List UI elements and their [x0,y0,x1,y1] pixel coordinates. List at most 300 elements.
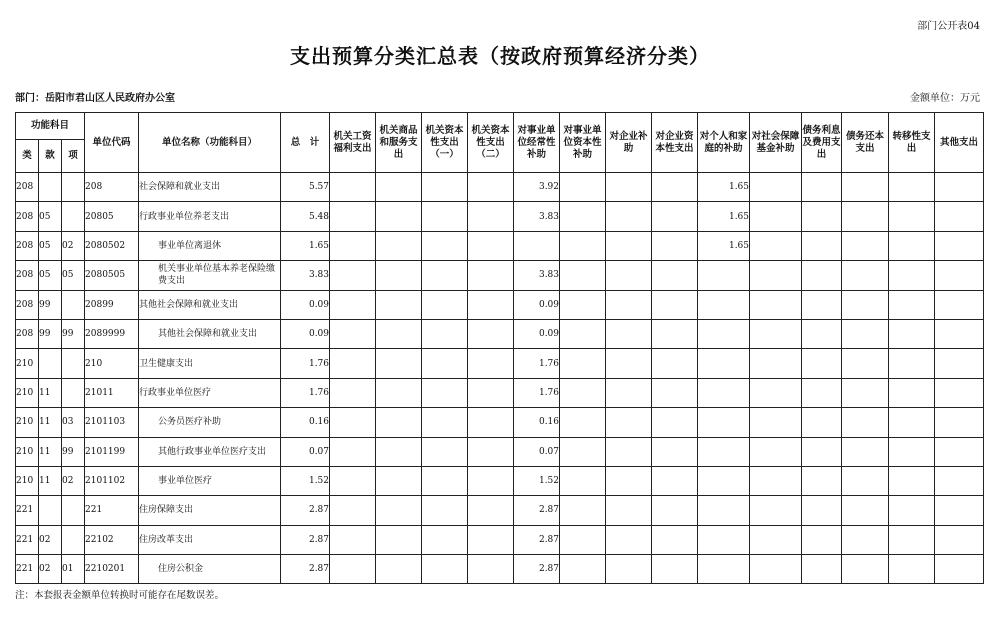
cell-c2 [376,231,422,260]
cell-unit-name: 机关事业单位基本养老保险缴费支出 [139,261,281,290]
cell-total: 5.57 [281,173,330,202]
cell-c1 [330,525,376,554]
cell-c5: 1.52 [514,466,560,495]
cell-c10 [750,437,802,466]
cell-c8 [652,349,698,378]
cell-unit-code: 20805 [85,202,139,231]
cell-unit-code: 221 [85,496,139,525]
cell-c5: 0.09 [514,290,560,319]
table-row [16,408,984,437]
cell-c14 [935,319,984,348]
cell-c2 [376,408,422,437]
cell-unit-name: 其他社会保障和就业支出 [139,319,281,348]
cell-c6 [560,319,606,348]
header-c7: 对企业补助 [606,113,652,173]
cell-lei: 208 [16,231,39,260]
header-c9: 对个人和家庭的补助 [698,113,750,173]
table-row [16,437,984,466]
cell-c14 [935,525,984,554]
cell-lei: 208 [16,202,39,231]
table-row [16,173,984,202]
cell-kuan: 02 [39,525,62,554]
cell-c2 [376,378,422,407]
cell-c8 [652,496,698,525]
cell-c10 [750,290,802,319]
cell-c9 [698,466,750,495]
header-unit-name: 单位名称（功能科目） [139,113,281,173]
cell-c5: 3.83 [514,261,560,290]
cell-c10 [750,525,802,554]
cell-c12 [842,496,889,525]
cell-c6 [560,173,606,202]
cell-c7 [606,525,652,554]
header-c3: 机关资本性支出（一） [422,113,468,173]
cell-c14 [935,261,984,290]
header-c13: 转移性支出 [889,113,935,173]
cell-kuan: 05 [39,261,62,290]
cell-c9: 1.65 [698,231,750,260]
cell-c14 [935,173,984,202]
cell-kuan: 99 [39,319,62,348]
cell-unit-code: 2089999 [85,319,139,348]
cell-c10 [750,408,802,437]
cell-c10 [750,319,802,348]
cell-unit-code: 2101103 [85,408,139,437]
cell-c8 [652,378,698,407]
cell-c12 [842,319,889,348]
cell-unit-code: 208 [85,173,139,202]
cell-unit-name: 社会保障和就业支出 [139,173,281,202]
cell-total: 1.65 [281,231,330,260]
cell-xiang: 99 [62,319,85,348]
cell-c11 [802,466,842,495]
cell-c12 [842,202,889,231]
cell-c9 [698,555,750,584]
cell-c11 [802,496,842,525]
cell-c5: 2.87 [514,496,560,525]
cell-c4 [468,261,514,290]
cell-c13 [889,378,935,407]
table-row [16,378,984,407]
cell-unit-name: 其他社会保障和就业支出 [139,290,281,319]
cell-lei: 210 [16,466,39,495]
cell-c5: 1.76 [514,349,560,378]
cell-c5: 3.83 [514,202,560,231]
cell-c6 [560,202,606,231]
cell-c6 [560,290,606,319]
cell-total: 2.87 [281,525,330,554]
cell-c13 [889,319,935,348]
cell-c11 [802,349,842,378]
cell-unit-name: 住房公积金 [139,555,281,584]
cell-c4 [468,173,514,202]
cell-c5: 2.87 [514,525,560,554]
cell-c9: 1.65 [698,202,750,231]
header-kuan: 款 [39,140,62,173]
cell-unit-code: 21011 [85,378,139,407]
cell-c1 [330,319,376,348]
cell-c8 [652,261,698,290]
cell-c2 [376,496,422,525]
cell-c1 [330,437,376,466]
cell-c4 [468,408,514,437]
cell-kuan [39,173,62,202]
cell-c12 [842,231,889,260]
cell-c3 [422,202,468,231]
cell-c12 [842,408,889,437]
cell-unit-name: 住房改革支出 [139,525,281,554]
cell-c5: 1.76 [514,378,560,407]
cell-c6 [560,378,606,407]
cell-c1 [330,378,376,407]
cell-c10 [750,261,802,290]
cell-total: 0.09 [281,290,330,319]
header-c6: 对事业单位资本性补助 [560,113,606,173]
cell-c9 [698,319,750,348]
header-c1: 机关工资福利支出 [330,113,376,173]
cell-c3 [422,319,468,348]
cell-c12 [842,261,889,290]
cell-c3 [422,261,468,290]
cell-xiang [62,349,85,378]
cell-c2 [376,173,422,202]
cell-c5 [514,231,560,260]
cell-xiang [62,378,85,407]
cell-c13 [889,408,935,437]
cell-c2 [376,466,422,495]
cell-c11 [802,555,842,584]
cell-c10 [750,349,802,378]
cell-c4 [468,437,514,466]
table-row [16,202,984,231]
cell-c1 [330,466,376,495]
cell-c1 [330,496,376,525]
header-c8: 对企业资本性支出 [652,113,698,173]
cell-lei: 208 [16,290,39,319]
cell-c7 [606,173,652,202]
cell-total: 0.09 [281,319,330,348]
cell-c13 [889,173,935,202]
page-title: 支出预算分类汇总表（按政府预算经济分类） [290,44,710,68]
cell-c3 [422,349,468,378]
cell-c14 [935,555,984,584]
cell-c7 [606,378,652,407]
cell-c7 [606,202,652,231]
table-row [16,496,984,525]
cell-c7 [606,408,652,437]
cell-c10 [750,466,802,495]
cell-c14 [935,408,984,437]
table-row [16,555,984,584]
cell-c9 [698,290,750,319]
cell-c7 [606,437,652,466]
header-c4: 机关资本性支出（二） [468,113,514,173]
table-row [16,319,984,348]
cell-c9 [698,349,750,378]
cell-unit-code: 20899 [85,290,139,319]
cell-c11 [802,231,842,260]
cell-c2 [376,261,422,290]
header-c10: 对社会保障基金补助 [750,113,802,173]
cell-c12 [842,466,889,495]
cell-c10 [750,231,802,260]
table-row [16,466,984,495]
cell-total: 0.16 [281,408,330,437]
cell-c10 [750,202,802,231]
cell-c4 [468,555,514,584]
cell-c9 [698,496,750,525]
cell-c5: 0.07 [514,437,560,466]
cell-c2 [376,290,422,319]
cell-c11 [802,319,842,348]
cell-c7 [606,261,652,290]
cell-c5: 0.16 [514,408,560,437]
cell-c7 [606,555,652,584]
cell-c8 [652,319,698,348]
cell-c8 [652,173,698,202]
cell-c2 [376,437,422,466]
cell-c4 [468,466,514,495]
cell-lei: 221 [16,496,39,525]
cell-c13 [889,261,935,290]
cell-c14 [935,378,984,407]
cell-xiang: 99 [62,437,85,466]
cell-c14 [935,231,984,260]
cell-c9: 1.65 [698,173,750,202]
cell-unit-code: 210 [85,349,139,378]
cell-c13 [889,349,935,378]
header-c2: 机关商品和服务支出 [376,113,422,173]
form-code: 部门公开表04 [917,21,980,32]
cell-c6 [560,408,606,437]
cell-c4 [468,349,514,378]
cell-c12 [842,173,889,202]
cell-c2 [376,349,422,378]
budget-table [15,112,984,584]
cell-c1 [330,555,376,584]
cell-c10 [750,378,802,407]
cell-c8 [652,555,698,584]
cell-c5: 0.09 [514,319,560,348]
cell-c13 [889,202,935,231]
cell-total: 0.07 [281,437,330,466]
cell-c1 [330,408,376,437]
cell-lei: 208 [16,261,39,290]
cell-lei: 221 [16,555,39,584]
cell-c4 [468,231,514,260]
cell-c13 [889,466,935,495]
cell-c4 [468,319,514,348]
cell-xiang [62,202,85,231]
cell-c14 [935,496,984,525]
cell-lei: 210 [16,437,39,466]
cell-c12 [842,349,889,378]
cell-c3 [422,173,468,202]
cell-c13 [889,525,935,554]
cell-unit-name: 行政事业单位医疗 [139,378,281,407]
cell-total: 1.76 [281,349,330,378]
cell-c11 [802,408,842,437]
cell-c3 [422,496,468,525]
cell-c14 [935,466,984,495]
table-row [16,290,984,319]
cell-c6 [560,525,606,554]
cell-unit-code: 2080502 [85,231,139,260]
cell-c6 [560,349,606,378]
cell-c6 [560,555,606,584]
cell-unit-code: 2101199 [85,437,139,466]
cell-c13 [889,437,935,466]
cell-c14 [935,437,984,466]
cell-c7 [606,231,652,260]
cell-c3 [422,231,468,260]
cell-c4 [468,496,514,525]
cell-lei: 221 [16,525,39,554]
amount-unit-label: 金额单位：万元 [910,93,980,104]
department-label: 部门：岳阳市君山区人民政府办公室 [15,93,175,104]
cell-c7 [606,466,652,495]
cell-total: 3.83 [281,261,330,290]
cell-unit-name: 公务员医疗补助 [139,408,281,437]
cell-c10 [750,496,802,525]
cell-c13 [889,231,935,260]
cell-c10 [750,173,802,202]
cell-c14 [935,349,984,378]
cell-xiang: 03 [62,408,85,437]
cell-c11 [802,202,842,231]
cell-c1 [330,290,376,319]
cell-c12 [842,378,889,407]
cell-c11 [802,437,842,466]
cell-c4 [468,202,514,231]
cell-c8 [652,290,698,319]
cell-unit-name: 行政事业单位养老支出 [139,202,281,231]
table-row [16,349,984,378]
table-row [16,525,984,554]
cell-c4 [468,290,514,319]
cell-xiang: 02 [62,231,85,260]
cell-c9 [698,378,750,407]
header-func-subject: 功能科目 [16,113,85,140]
cell-c5: 3.92 [514,173,560,202]
cell-c1 [330,261,376,290]
cell-unit-name: 事业单位医疗 [139,466,281,495]
cell-c9 [698,408,750,437]
header-c12: 债务还本支出 [842,113,889,173]
cell-c14 [935,290,984,319]
cell-lei: 210 [16,349,39,378]
cell-total: 2.87 [281,496,330,525]
cell-lei: 208 [16,173,39,202]
cell-xiang: 01 [62,555,85,584]
header-c11: 债务利息及费用支出 [802,113,842,173]
cell-xiang [62,173,85,202]
cell-xiang: 05 [62,261,85,290]
cell-c9 [698,261,750,290]
header-lei: 类 [16,140,39,173]
cell-c7 [606,319,652,348]
cell-kuan [39,349,62,378]
cell-c13 [889,496,935,525]
cell-c8 [652,202,698,231]
header-c5: 对事业单位经常性补助 [514,113,560,173]
cell-xiang: 02 [62,466,85,495]
cell-c9 [698,437,750,466]
cell-unit-code: 2101102 [85,466,139,495]
cell-c12 [842,525,889,554]
cell-c2 [376,202,422,231]
cell-total: 1.76 [281,378,330,407]
cell-c11 [802,261,842,290]
cell-c7 [606,349,652,378]
cell-kuan: 99 [39,290,62,319]
cell-c1 [330,349,376,378]
cell-c8 [652,408,698,437]
cell-kuan: 11 [39,466,62,495]
cell-unit-code: 2080505 [85,261,139,290]
cell-c1 [330,231,376,260]
cell-c12 [842,555,889,584]
cell-xiang [62,525,85,554]
cell-c13 [889,555,935,584]
cell-kuan: 11 [39,408,62,437]
cell-unit-code: 2210201 [85,555,139,584]
cell-c8 [652,525,698,554]
cell-xiang [62,290,85,319]
cell-c5: 2.87 [514,555,560,584]
cell-c12 [842,437,889,466]
cell-c2 [376,555,422,584]
cell-c12 [842,290,889,319]
cell-lei: 208 [16,319,39,348]
cell-c1 [330,202,376,231]
cell-kuan: 05 [39,231,62,260]
cell-kuan: 11 [39,437,62,466]
cell-kuan: 11 [39,378,62,407]
cell-c7 [606,290,652,319]
cell-unit-name: 事业单位离退休 [139,231,281,260]
cell-unit-code: 22102 [85,525,139,554]
cell-kuan [39,496,62,525]
cell-c2 [376,525,422,554]
cell-c11 [802,173,842,202]
cell-c11 [802,525,842,554]
cell-c4 [468,525,514,554]
cell-xiang [62,496,85,525]
cell-c6 [560,466,606,495]
cell-c8 [652,466,698,495]
cell-c3 [422,408,468,437]
cell-c10 [750,555,802,584]
cell-kuan: 02 [39,555,62,584]
cell-c6 [560,437,606,466]
cell-c4 [468,378,514,407]
table-row [16,231,984,260]
cell-c1 [330,173,376,202]
cell-c3 [422,290,468,319]
cell-c3 [422,525,468,554]
cell-c11 [802,290,842,319]
cell-c7 [606,496,652,525]
cell-c8 [652,437,698,466]
cell-total: 5.48 [281,202,330,231]
cell-c11 [802,378,842,407]
cell-unit-name: 住房保障支出 [139,496,281,525]
cell-c9 [698,525,750,554]
cell-c3 [422,437,468,466]
cell-lei: 210 [16,408,39,437]
cell-c3 [422,378,468,407]
